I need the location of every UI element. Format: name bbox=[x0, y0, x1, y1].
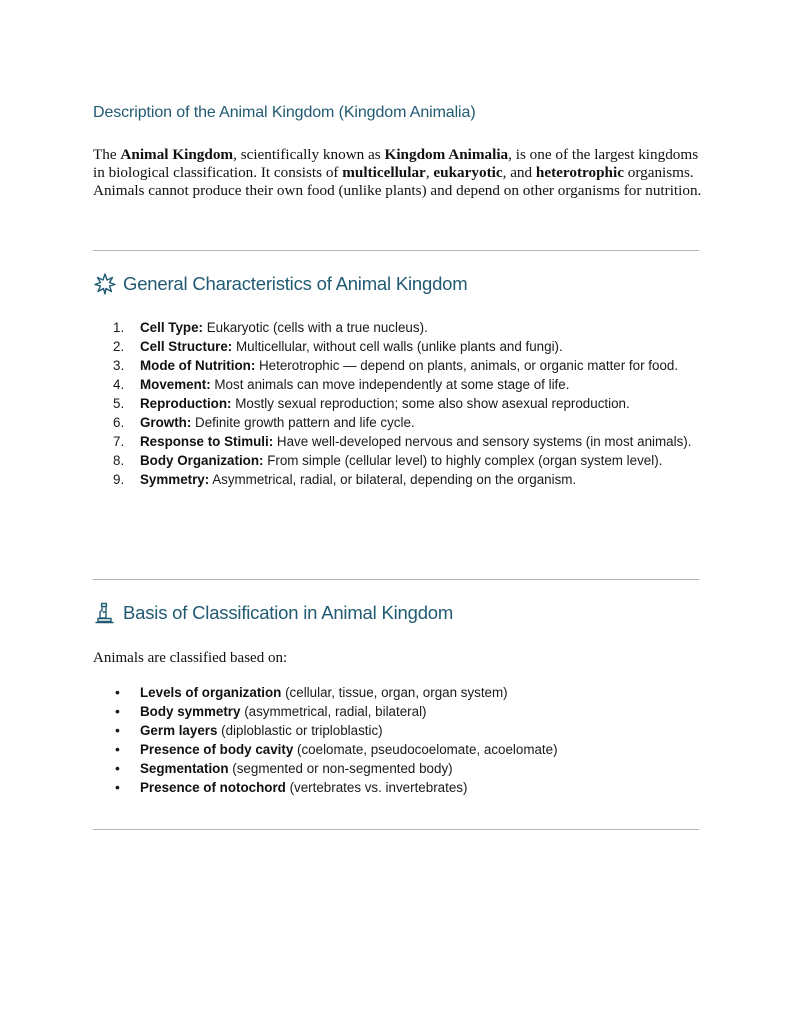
item-label: Mode of Nutrition: bbox=[140, 358, 256, 373]
bullet-icon: • bbox=[115, 741, 120, 757]
item-text: (segmented or non-segmented body) bbox=[228, 761, 453, 776]
intro-text: The bbox=[93, 146, 121, 163]
bullet-icon: • bbox=[115, 703, 120, 719]
item-text: Most animals can move independently at some stage of life. bbox=[210, 377, 570, 392]
list-item bbox=[113, 375, 693, 394]
item-text: Mostly sexual reproduction; some also show asexual reproduction. bbox=[231, 396, 630, 411]
intro-text: , and bbox=[502, 164, 536, 182]
list-item bbox=[113, 759, 693, 778]
list-item bbox=[113, 778, 693, 797]
item-number: 3. bbox=[113, 358, 125, 373]
section-divider bbox=[93, 829, 699, 830]
page-title: Description of the Animal Kingdom (Kingdom Animalia) bbox=[93, 104, 476, 121]
item-number: 6. bbox=[113, 415, 125, 430]
item-label: Symmetry: bbox=[140, 472, 210, 487]
item-label: Body Organization: bbox=[140, 453, 264, 468]
item-label: Growth: bbox=[140, 415, 192, 430]
bullet-icon: • bbox=[115, 760, 120, 776]
section-divider bbox=[93, 250, 699, 251]
intro-text: , is one of the largest kingdoms in biological classification. It consists of bbox=[93, 146, 699, 182]
microscope-icon bbox=[93, 601, 117, 625]
list-item bbox=[113, 451, 693, 470]
item-number: 9. bbox=[113, 472, 125, 487]
list-item bbox=[113, 432, 693, 451]
item-label: Reproduction: bbox=[140, 396, 232, 411]
item-number: 5. bbox=[113, 396, 125, 411]
classification-heading bbox=[93, 601, 453, 625]
intro-bold-term: multicellular bbox=[342, 164, 426, 182]
item-label: Presence of notochord bbox=[140, 780, 286, 795]
bullet-icon: • bbox=[115, 684, 120, 700]
intro-paragraph bbox=[93, 146, 703, 201]
item-number: 2. bbox=[113, 339, 125, 354]
item-text: Have well-developed nervous and sensory systems (in most animals). bbox=[273, 434, 692, 449]
item-label: Cell Structure: bbox=[140, 339, 233, 354]
classification-lead-text: Animals are classified based on: bbox=[93, 650, 288, 666]
item-text: (asymmetrical, radial, bilateral) bbox=[240, 704, 427, 719]
intro-text: , scientifically known as bbox=[233, 146, 385, 163]
list-item bbox=[113, 702, 693, 721]
list-item bbox=[113, 740, 693, 759]
item-label: Cell Type: bbox=[140, 320, 203, 335]
intro-bold-term: heterotrophic bbox=[535, 164, 624, 182]
list-item bbox=[113, 721, 693, 740]
item-label: Movement: bbox=[140, 377, 211, 392]
item-text: (cellular, tissue, organ, organ system) bbox=[281, 685, 508, 700]
bullet-icon: • bbox=[115, 779, 120, 795]
item-label: Presence of body cavity bbox=[140, 742, 294, 757]
item-label: Segmentation bbox=[140, 761, 229, 776]
item-text: (coelomate, pseudocoelomate, acoelomate) bbox=[293, 742, 558, 757]
item-text: Heterotrophic — depend on plants, animals, or organic matter for food. bbox=[255, 358, 679, 373]
item-text: Asymmetrical, radial, or bilateral, depending on the organism. bbox=[209, 472, 577, 487]
intro-text: organisms. Animals cannot produce their own food (unlike plants) and depend on other organisms for nutrition. bbox=[93, 164, 702, 200]
intro-bold-term: Kingdom Animalia bbox=[384, 146, 509, 163]
item-text: (vertebrates vs. invertebrates) bbox=[285, 780, 468, 795]
list-item bbox=[113, 683, 693, 702]
item-number: 1. bbox=[113, 320, 125, 335]
item-number: 4. bbox=[113, 377, 125, 392]
item-number: 7. bbox=[113, 434, 125, 449]
characteristics-list bbox=[113, 318, 693, 489]
item-label: Levels of organization bbox=[140, 685, 282, 700]
list-item bbox=[113, 356, 693, 375]
sparkle-burst-icon bbox=[93, 272, 117, 296]
item-text: Multicellular, without cell walls (unlike plants and fungi). bbox=[232, 339, 563, 354]
characteristics-heading bbox=[93, 272, 467, 296]
intro-text: , bbox=[425, 164, 434, 182]
item-text: Eukaryotic (cells with a true nucleus). bbox=[203, 320, 428, 335]
list-item bbox=[113, 394, 693, 413]
item-text: From simple (cellular level) to highly complex (organ system level). bbox=[263, 453, 663, 468]
list-item bbox=[113, 470, 693, 489]
list-item bbox=[113, 318, 693, 337]
item-label: Body symmetry bbox=[140, 704, 241, 719]
item-label: Germ layers bbox=[140, 723, 218, 738]
section-divider bbox=[93, 579, 699, 580]
list-item bbox=[113, 413, 693, 432]
classification-heading-text: Basis of Classification in Animal Kingdom bbox=[123, 602, 454, 623]
classification-list bbox=[113, 683, 693, 797]
characteristics-heading-text: General Characteristics of Animal Kingdom bbox=[123, 273, 468, 294]
item-label: Response to Stimuli: bbox=[140, 434, 274, 449]
bullet-icon: • bbox=[115, 722, 120, 738]
intro-bold-term: eukaryotic bbox=[433, 164, 503, 182]
list-item bbox=[113, 337, 693, 356]
item-number: 8. bbox=[113, 453, 125, 468]
item-text: (diploblastic or triploblastic) bbox=[217, 723, 383, 738]
item-text: Definite growth pattern and life cycle. bbox=[191, 415, 415, 430]
intro-bold-term: Animal Kingdom bbox=[120, 146, 234, 163]
